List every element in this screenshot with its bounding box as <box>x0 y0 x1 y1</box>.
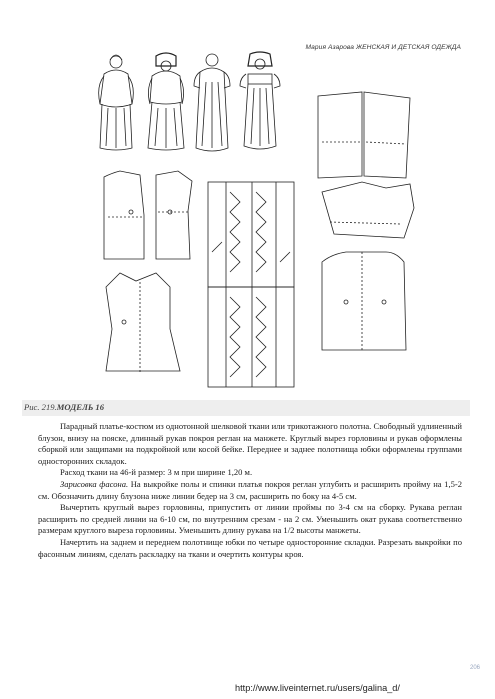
fashion-figure-4 <box>240 52 280 149</box>
paragraph-5: Начертить на заднем и переднем полотнище юбки по четыре односторонние складки. Разрезать выкройки по фасонным линиям, сделать раскладку на ткани и очертить контуры кроя. <box>38 536 462 559</box>
paragraph-4: Вычертить круглый вырез горловины, припустить от линии проймы по 3-4 см на сборку. Рукава реглан расширить по средней линии на 6-10 см, по внутренним срезам - на 2 см. Уменьшить окат рукава соответственно размерам круглого выреза горловины. Уменьшить длину рукава на 1/2 высоты манжеты. <box>38 502 462 536</box>
header-book-title: ЖЕНСКАЯ И ДЕТСКАЯ ОДЕЖДА <box>356 44 461 51</box>
body-text <box>38 421 462 560</box>
raglan-pattern <box>322 182 414 238</box>
pattern-figure <box>86 52 416 397</box>
skirt-pleat-pattern <box>208 182 294 387</box>
page-number: 206 <box>470 665 481 671</box>
fashion-figure-2 <box>148 53 184 150</box>
paragraph-2: Расход ткани на 46-й размер: 3 м при ширине 1,20 м. <box>60 467 253 478</box>
footer-url[interactable]: http://www.liveinternet.ru/users/galina_d/ <box>235 683 400 693</box>
paragraph-3-label: Зарисовка фасона. <box>60 478 129 489</box>
paragraph-3-text: На выкройке полы и спинки платья покроя реглан углубить и расширить пройму на 1,5-2 см. Обозначить длину блузона ниже линии бедер на 3 см, расширить по боку на 4-5 см. <box>38 478 462 501</box>
figure-caption <box>24 402 104 412</box>
back-pattern <box>322 252 406 350</box>
header-author: Мария Азарова <box>305 44 355 51</box>
sleeve-pattern <box>318 92 410 178</box>
pattern-drawing <box>86 52 416 397</box>
caption-model: МОДЕЛЬ 16 <box>56 402 105 412</box>
paragraph-3 <box>38 479 462 502</box>
running-header <box>305 44 461 51</box>
paragraph-1: Парадный платье-костюм из однотонной шелковой ткани или трикотажного полотна. Свободный удлиненный блузон, внизу на пояске, длинный рукав покроя реглан на манжете. Круглый вырез горловины и рукав оформлены сборкой или защипами на подкройной или косой бейке. Переднее и заднее полотнища юбки оформлены группами односторонних складок. <box>38 421 462 466</box>
fashion-figure-1 <box>99 55 134 150</box>
caption-prefix: Рис. 219. <box>24 402 57 412</box>
lower-bodice-pattern <box>106 273 180 372</box>
bodice-pattern <box>104 171 192 259</box>
fashion-figure-3 <box>194 54 230 151</box>
